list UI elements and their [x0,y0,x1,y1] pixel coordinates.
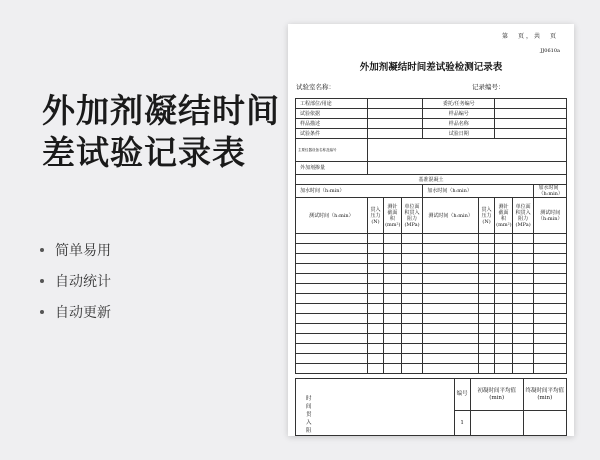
col-unit-resistance: 单位面积贯入阻力(MPa) [512,198,534,234]
data-cell[interactable] [534,354,567,364]
bullet-icon [40,248,44,252]
data-cell[interactable] [478,284,494,294]
data-cell[interactable] [478,344,494,354]
data-cell[interactable] [423,294,479,304]
data-cell[interactable] [296,344,368,354]
data-cell[interactable] [401,244,423,254]
data-cell[interactable] [534,254,567,264]
data-cell[interactable] [495,324,513,334]
summary-side-cell [296,379,455,436]
data-cell[interactable] [423,234,479,244]
data-cell[interactable] [423,354,479,364]
data-cell[interactable] [401,254,423,264]
data-cell[interactable] [401,304,423,314]
promo-title-line2: 差试验记录表 [42,133,246,172]
data-cell[interactable] [296,334,368,344]
data-cell[interactable] [534,344,567,354]
data-cell[interactable] [423,324,479,334]
data-cell[interactable] [495,354,513,364]
data-cell[interactable] [401,274,423,284]
summary-row-no: 1 [454,411,470,436]
form-title: 外加剂凝结时间差试验检测记录表 [359,62,503,73]
desc-label: 样品描述 [296,119,368,129]
data-cell[interactable] [495,264,513,274]
data-row [296,274,567,284]
data-cell[interactable] [296,364,368,374]
data-cell[interactable] [367,354,383,364]
col-needle-area: 测针截面积(mm²) [495,198,513,234]
equipment-value[interactable] [367,139,566,162]
data-cell[interactable] [401,284,423,294]
basis-label: 试验依据 [296,109,368,119]
data-cell[interactable] [401,294,423,304]
data-cell[interactable] [478,234,494,244]
data-cell[interactable] [478,274,494,284]
promo-title [42,90,280,174]
data-cell[interactable] [495,244,513,254]
data-cell[interactable] [401,334,423,344]
data-cell[interactable] [534,284,567,294]
data-cell[interactable] [367,314,383,324]
data-cell[interactable] [296,254,368,264]
data-cell[interactable] [401,264,423,274]
data-cell[interactable] [495,254,513,264]
data-cell[interactable] [423,304,479,314]
data-cell[interactable] [296,324,368,334]
summary-table [295,378,567,436]
data-row [296,334,567,344]
data-cell[interactable] [401,324,423,334]
data-cell[interactable] [384,324,402,334]
data-cell[interactable] [423,314,479,324]
data-cell[interactable] [401,364,423,374]
data-row [296,244,567,254]
promo-title-line1: 外加剂凝结时间 [42,91,280,130]
data-cell[interactable] [384,284,402,294]
data-cell[interactable] [534,244,567,254]
data-cell[interactable] [423,264,479,274]
col-penetration-force: 贯入压力(N) [367,198,383,234]
data-cell[interactable] [367,274,383,284]
data-cell[interactable] [423,244,479,254]
commission-label: 委托/任务编号 [423,99,495,109]
data-cell[interactable] [423,284,479,294]
data-row [296,354,567,364]
data-cell[interactable] [512,284,534,294]
data-cell[interactable] [296,284,368,294]
data-cell[interactable] [367,244,383,254]
form-document [288,24,574,436]
col-test-time: 测试时间（h:min） [423,198,479,234]
lab-name-label: 试验室名称： [296,83,335,91]
col-test-time: 测试时间（h:min） [534,198,567,234]
data-cell[interactable] [367,304,383,314]
data-row [296,284,567,294]
data-cell[interactable] [478,264,494,274]
data-cell[interactable] [534,234,567,244]
section-label: 基准混凝土 [296,175,567,185]
data-cell[interactable] [478,254,494,264]
project-value[interactable] [367,99,423,109]
data-cell[interactable] [296,354,368,364]
data-cell[interactable] [367,294,383,304]
col-needle-area: 测针截面积(mm²) [384,198,402,234]
data-cell[interactable] [367,254,383,264]
water-time-label: 加水时间（h:min） [296,185,423,198]
data-cell[interactable] [296,274,368,284]
data-cell[interactable] [367,264,383,274]
data-cell[interactable] [512,234,534,244]
data-cell[interactable] [478,314,494,324]
summary-initial-label: 初凝时间平均值(min) [470,379,523,411]
project-label: 工程部位/用途 [296,99,368,109]
data-cell[interactable] [296,244,368,254]
data-cell[interactable] [367,234,383,244]
data-cell[interactable] [478,354,494,364]
data-cell[interactable] [512,254,534,264]
data-row [296,254,567,264]
data-row [296,264,567,274]
data-cell[interactable] [384,334,402,344]
dosage-value[interactable] [367,162,566,175]
data-row [296,294,567,304]
data-cell[interactable] [512,244,534,254]
data-cell[interactable] [495,364,513,374]
commission-value[interactable] [495,99,567,109]
data-row [296,234,567,244]
data-cell[interactable] [512,334,534,344]
record-no-label: 记录编号： [472,83,505,91]
data-cell[interactable] [495,304,513,314]
data-cell[interactable] [384,244,402,254]
data-cell[interactable] [512,314,534,324]
data-cell[interactable] [384,294,402,304]
data-cell[interactable] [401,314,423,324]
data-cell[interactable] [296,304,368,314]
date-label: 试验日期 [423,129,495,139]
data-cell[interactable] [495,274,513,284]
water-time-label: 加水时间（h:min） [534,185,567,198]
data-cell[interactable] [384,314,402,324]
data-cell[interactable] [478,294,494,304]
data-cell[interactable] [296,264,368,274]
data-cell[interactable] [512,324,534,334]
data-cell[interactable] [534,274,567,284]
data-cell[interactable] [478,364,494,374]
data-cell[interactable] [512,294,534,304]
data-cell[interactable] [478,324,494,334]
data-cell[interactable] [495,284,513,294]
feature-item: 自动统计 [40,265,111,296]
data-cell[interactable] [512,264,534,274]
data-cell[interactable] [401,234,423,244]
sample-no-label: 样品编号 [423,109,495,119]
data-cell[interactable] [384,234,402,244]
feature-item: 自动更新 [40,296,111,327]
data-cell[interactable] [534,324,567,334]
summary-final-value[interactable] [523,411,566,436]
data-cell[interactable] [384,354,402,364]
data-cell[interactable] [423,344,479,354]
date-value[interactable] [495,129,567,139]
form-code: JJ0610a [540,48,560,54]
record-table [295,98,567,374]
data-cell[interactable] [384,274,402,284]
data-cell[interactable] [478,304,494,314]
data-cell[interactable] [478,244,494,254]
data-cell[interactable] [423,334,479,344]
data-cell[interactable] [534,304,567,314]
desc-value[interactable] [367,119,423,129]
data-row [296,314,567,324]
data-cell[interactable] [296,294,368,304]
data-cell[interactable] [367,284,383,294]
feature-list [40,234,111,327]
data-cell[interactable] [534,334,567,344]
data-cell[interactable] [384,364,402,374]
col-penetration-force: 贯入压力(N) [478,198,494,234]
col-unit-resistance: 单位面积贯入阻力(MPa) [401,198,423,234]
data-cell[interactable] [495,314,513,324]
data-cell[interactable] [534,314,567,324]
data-row [296,304,567,314]
data-cell[interactable] [384,254,402,264]
data-cell[interactable] [512,354,534,364]
data-cell[interactable] [384,304,402,314]
summary-no-label: 编号 [454,379,470,411]
sample-no-value[interactable] [495,109,567,119]
data-cell[interactable] [495,294,513,304]
data-cell[interactable] [495,234,513,244]
col-test-time: 测试时间（h:min） [296,198,368,234]
summary-initial-value[interactable] [470,411,523,436]
data-cell[interactable] [384,264,402,274]
basis-value[interactable] [367,109,423,119]
feature-item: 简单易用 [40,234,111,265]
data-cell[interactable] [534,294,567,304]
data-cell[interactable] [512,364,534,374]
page-indicator: 第 页，共 页 [501,33,558,40]
bullet-icon [40,279,44,283]
data-cell[interactable] [495,344,513,354]
summary-side-label: 时间贯入阻 [306,396,312,434]
data-cell[interactable] [367,334,383,344]
data-cell[interactable] [534,364,567,374]
data-row [296,344,567,354]
data-cell[interactable] [423,254,479,264]
data-cell[interactable] [367,324,383,334]
data-cell[interactable] [384,344,402,354]
data-cell[interactable] [296,314,368,324]
water-time-label: 加水时间（h:min） [423,185,534,198]
data-cell[interactable] [512,344,534,354]
dosage-label: 外加剂掺量 [296,162,368,175]
data-cell[interactable] [478,334,494,344]
data-cell[interactable] [423,274,479,284]
data-cell[interactable] [367,344,383,354]
sample-name-value[interactable] [495,119,567,129]
data-row [296,324,567,334]
data-cell[interactable] [512,304,534,314]
summary-final-label: 终凝时间平均值(min) [523,379,566,411]
data-cell[interactable] [512,274,534,284]
data-cell[interactable] [534,264,567,274]
condition-value[interactable] [367,129,423,139]
data-cell[interactable] [423,364,479,374]
data-cell[interactable] [401,354,423,364]
data-cell[interactable] [367,364,383,374]
data-cell[interactable] [296,234,368,244]
data-row [296,364,567,374]
data-cell[interactable] [495,334,513,344]
bullet-icon [40,310,44,314]
condition-label: 试验条件 [296,129,368,139]
sample-name-label: 样品名称 [423,119,495,129]
data-cell[interactable] [401,344,423,354]
equipment-label: 主要仪器设备名称及编号 [296,139,368,162]
